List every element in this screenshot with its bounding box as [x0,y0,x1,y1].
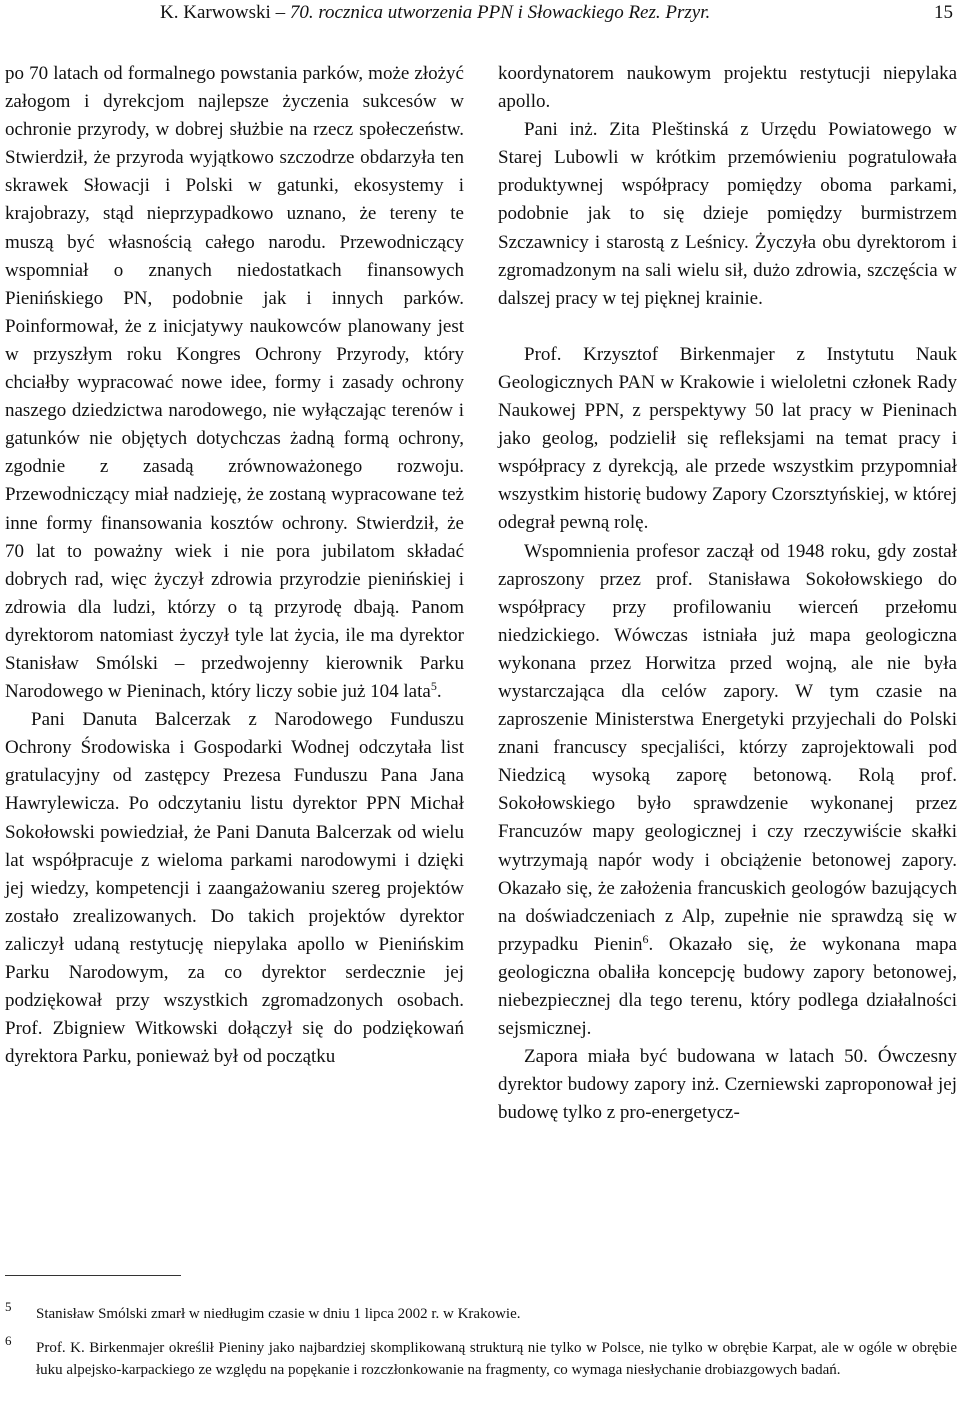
footnote-ref-6[interactable]: 6 [642,931,649,946]
footnote-number: 6 [5,1333,12,1348]
footnote-5 [5,1299,957,1325]
paragraph-text-end: . [436,681,442,703]
paragraph [498,538,957,1044]
header-title [160,1,710,25]
footnote-6 [5,1333,957,1381]
paragraph-text: po 70 latach od formalnego powstania parków, może złożyć załogom i dyrekcjom najlepsze życzenia sukcesów w ochronie przyrody, w dobrej służbie na rzecz społeczeństw. Stwierdził, że przyroda wyjątkowo szczodrze obdarzyła ten skrawek Słowacji i Polski w gatunki, ekosystemy i krajobrazy, stąd nieprzypadkowo uznano, że tereny te muszą być własnością całego narodu. Przewodniczący wspomniał o znanych niedostatkach finansowych Pienińskiego PN, podobnie jak i innych parków. Poinformował, że z inicjatywy naukowców planowany jest w przyszłym roku Kongres Ochrony Przyrody, który chciałby wypracować nowe idee, formy i zasady ochrony naszego dziedzictwa narodowego, nie wyłączając terenów i gatunków nie objętych dotychczas żadną formą ochrony, zgodnie z zasadą zrównoważonego rozwoju. Przewodniczący miał nadzieję, że zostaną wypracowane też inne formy finansowania kosztów ochrony. Stwierdził, że 70 lat to poważny wiek i nie pora jubilatom składać dobrych rad, więc życzył zdrowia przyrodzie pienińskiej i zdrowia dla ludzi, którzy o tą przyrodę dbają. Panom dyrektorom natomiast życzył tyle lat życia, ile ma dyrektor Stanisław Smólski – przedwojenny kierownik Parku Narodowego w Pieninach, który liczy sobie już 104 lata [5,63,464,703]
header-dash: – [270,2,290,23]
running-header [0,0,960,30]
paragraph: Zapora miała być budowana w latach 50. Ówczesny dyrektor budowy zapory inż. Czerniewski zaproponował jej budowę tylko z pro-energetycz- [498,1046,957,1124]
footnote-number: 5 [5,1299,12,1314]
paragraph-text-end: . Okazało się, że wykonana mapa geologiczna obaliła koncepcję budowy zapory betonowej, niebezpiecznej dla tego terenu, który podlega działalności sejsmicznej. [498,933,957,1040]
footnote-text: Prof. K. Birkenmajer określił Pieniny jako najbardziej skomplikowaną strukturą nie tylko w Polsce, nie tylko w obrębie Karpat, ale w ogóle w obrębie łuku alpejsko-karpackiego ze względu na popękanie i rozczłonkowanie na fragmenty, co wymaga niesłychanie drobiazgowych badań. [36,1340,957,1378]
footnote-ref-5[interactable]: 5 [430,679,437,694]
footnote-divider [5,1275,181,1276]
paragraph: Pani inż. Zita Pleštinská z Urzędu Powiatowego w Starej Lubowli w krótkim przemówieniu pogratulowała produktywnej współpracy pomiędzy oboma parkami, podobnie jak to się dzieje pomiędzy burmistrzem Szczawnicy i starostą z Leśnicy. Życzyła obu dyrektorom i zgromadzonym na sali wielu sił, dużo zdrowia, szczęścia w dalszej pracy w tej pięknej krainie. [498,119,957,309]
paragraph-text: Wspomnienia profesor zaczął od 1948 roku, gdy został zaproszony przez prof. Stanisława Sokołowskiego do współpracy przy profilowaniu wierceń przełomu niedzickiego. Wówczas istniała już mapa geologiczna wykonana przez Horwitza przed wojną, ale nie była wystarczająca dla celów zapory. W tym czasie na zaproszenie Ministerstwa Energetyki przyjechali do Polski znani francuscy specjaliści, którzy zaprojektowali pod Niedzicą wysoką zaporę betonową. Rolą prof. Sokołowskiego było sprawdzenie wykonanej przez Francuzów mapy geologicznej i czy rzeczywiście skałki wytrzymają napór wody i obciążenie betonowej zapory. Okazało się, że założenia francuskich geologów bazujących na doświadczeniach z Alp, zupełnie nie sprawdzą się w przypadku Pienin [498,540,957,955]
paragraph: koordynatorem naukowym projektu restytucji niepylaka apollo. [498,63,957,113]
paragraph: Pani Danuta Balcerzak z Narodowego Funduszu Ochrony Środowiska i Gospodarki Wodnej odczytała list gratulacyjny od zastępcy Prezesa Funduszu Pana Jana Hawrylewicza. Po odczytaniu listu dyrektor PPN Michał Sokołowski powiedział, że Pani Danuta Balcerzak od wielu lat współpracuje z wieloma parkami narodowymi i dzięki jej wiedzy, kompetencji i zaangażowaniu szereg projektów zostało zrealizowanych. Do takich projektów dyrektor zaliczył udaną restytucję niepylaka apollo w Pienińskim Parku Narodowym, za co dyrektor serdecznie jej podziękował przy wszystkich zgromadzonych osobach. Prof. Zbigniew Witkowski dołączył się do podziękowań dyrektora Parku, ponieważ był od początku [5,709,464,1068]
paragraph: Prof. Krzysztof Birkenmajer z Instytutu Nauk Geologicznych PAN w Krakowie i wieloletni członek Rady Naukowej PPN, z perspektywy 50 lat pracy w Pieninach jako geolog, podzielił się refleksjami na temat pracy i współpracy z dyrekcją, ale przede wszystkim przypomniał wszystkim historię budowy Zapory Czorsztyńskiej, w której odegrał pewną rolę. [498,343,957,534]
page-number: 15 [934,2,953,23]
footnote-text: Stanisław Smólski zmarł w niedługim czasie w dniu 1 lipca 2002 r. w Krakowie. [36,1306,521,1322]
header-author: K. Karwowski [160,2,271,23]
header-article-title: 70. rocznica utworzenia PPN i Słowackiego Rez. Przyr. [289,2,711,23]
left-column [5,60,464,1071]
right-column [498,60,957,1127]
paragraph [5,60,464,706]
